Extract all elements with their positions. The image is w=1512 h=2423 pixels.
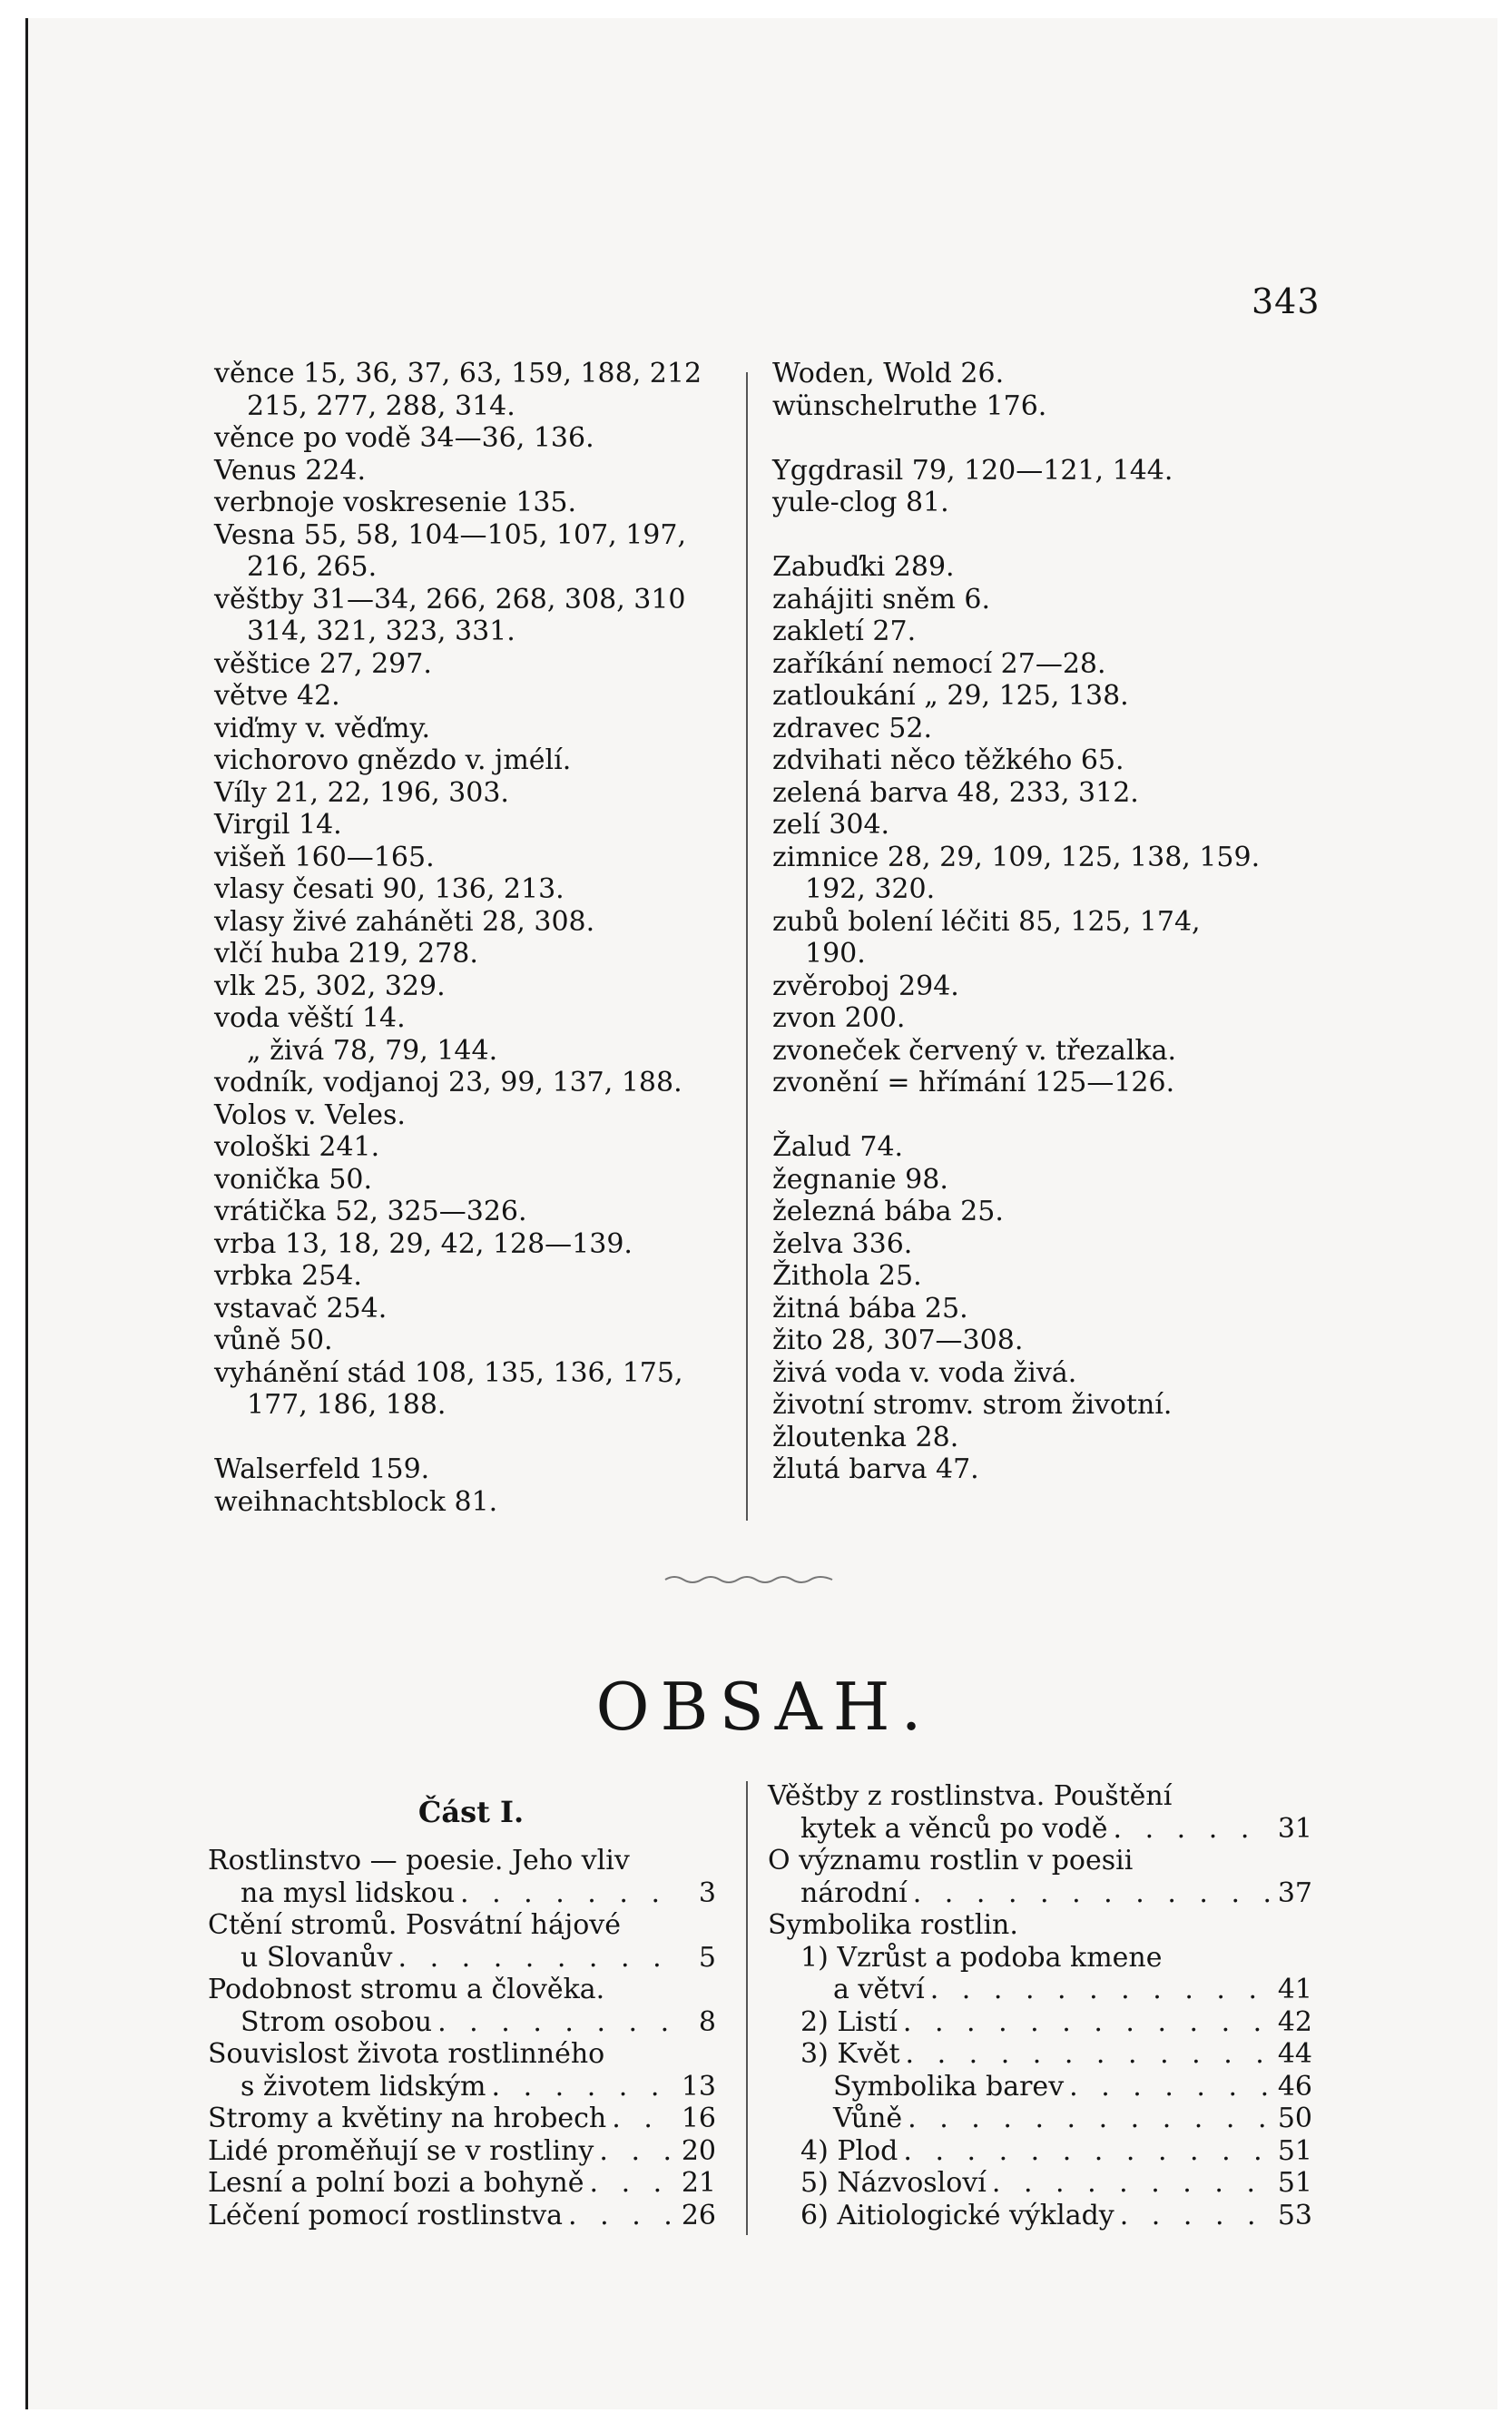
contents-entry-line (208, 2135, 716, 2168)
index-entry: 216, 265. (247, 551, 378, 583)
contents-entry-line (208, 2167, 716, 2200)
dot-leader (590, 2167, 675, 2200)
contents-entry-text: 5) Názvosloví (800, 2167, 987, 2199)
contents-entry (768, 2200, 1312, 2232)
contents-page-number: 13 (681, 2070, 716, 2103)
contents-entry-text: u Slovanův (241, 1941, 393, 1974)
index-entry: vlk 25, 302, 329. (214, 970, 446, 1002)
contents-entry (208, 2103, 716, 2135)
contents-page-number: 3 (698, 1876, 716, 1909)
index-entry: voda věští 14. (214, 1002, 406, 1034)
contents-entry (208, 2135, 716, 2168)
index-entry: Walserfeld 159. (214, 1453, 430, 1485)
index-entry: zelená barva 48, 233, 312. (772, 776, 1139, 809)
page-number: 343 (1252, 281, 1321, 321)
index-entry: životní stromv. strom životní. (772, 1389, 1173, 1421)
contents-entry (208, 2038, 716, 2103)
contents-entry-line (768, 1813, 1312, 1846)
index-entry: 314, 321, 323, 331. (247, 616, 515, 647)
contents-entry-line (208, 2103, 716, 2135)
contents-column-left (208, 1780, 716, 2231)
index-gap (772, 519, 1335, 552)
dot-leader (903, 2135, 1271, 2168)
index-entry: Žithola 25. (772, 1260, 922, 1292)
column-divider (746, 372, 748, 1521)
contents-entry-line (768, 2006, 1312, 2039)
index-entry: želva 336. (772, 1227, 913, 1260)
index-entry: zakletí 27. (772, 616, 917, 647)
contents-title: OBSAH. (595, 1669, 933, 1745)
contents-entry-text: Symbolika barev (833, 2070, 1065, 2103)
index-entry: vichorovo gnězdo v. jmélí. (214, 744, 572, 776)
index-entry: zelí 304. (772, 809, 890, 841)
contents-entry-title: 1) Vzrůst a podoba kmene (800, 1941, 1163, 1974)
index-entry: živá voda v. voda živá. (772, 1356, 1077, 1389)
contents-page-number: 53 (1277, 2199, 1312, 2231)
contents-page-number: 44 (1277, 2038, 1312, 2070)
contents-entry (768, 2071, 1312, 2103)
index-entry: weihnachtsblock 81. (214, 1485, 498, 1518)
contents-page-number: 20 (681, 2134, 716, 2167)
index-column-right (772, 358, 1335, 1486)
index-entry: zvon 200. (772, 1002, 906, 1034)
index-entry: žlutá barva 47. (772, 1453, 979, 1485)
contents-page-number: 37 (1277, 1876, 1312, 1909)
contents-entry-line (768, 2135, 1312, 2168)
index-entry: zimnice 28, 29, 109, 125, 138, 159. (772, 841, 1261, 873)
contents-entry-text: na mysl lidskou (241, 1876, 456, 1909)
contents-entry-text: 6) Aitiologické výklady (800, 2199, 1114, 2231)
index-entry: wünschelruthe 176. (772, 389, 1047, 422)
index-entry: 215, 277, 288, 314. (247, 389, 515, 422)
contents-page-number: 50 (1277, 2103, 1312, 2134)
index-gap (214, 1422, 759, 1454)
index-entry: 190. (805, 938, 866, 970)
contents-entry (768, 2006, 1312, 2039)
contents-entry-line (768, 2038, 1312, 2071)
dot-leader (930, 1974, 1271, 2006)
contents-entry-text: s životem lidským (241, 2070, 486, 2103)
index-entry: žegnanie 98. (772, 1163, 948, 1196)
index-entry: žitná bába 25. (772, 1292, 968, 1325)
index-entry: Zabuďki 289. (772, 551, 955, 583)
dot-leader (599, 2135, 674, 2168)
index-entry: zatloukání „ 29, 125, 138. (772, 680, 1129, 712)
index-entry: zahájiti sněm 6. (772, 583, 991, 616)
index-entry: vološki 241. (214, 1131, 380, 1163)
index-entry: Venus 224. (214, 454, 367, 487)
dot-leader (1069, 2071, 1271, 2103)
index-entry: věnce po vodě 34—36, 136. (214, 422, 594, 454)
contents-entry (768, 1780, 1312, 1845)
index-entry: viďmy v. věďmy. (214, 712, 430, 744)
contents-entry-text: 4) Plod (800, 2134, 898, 2167)
index-entry: zvonění = hřímání 125—126. (772, 1067, 1175, 1098)
contents-column-right (768, 1780, 1312, 2231)
index-entry: zubů bolení léčiti 85, 125, 174, (772, 905, 1201, 938)
contents-entry (768, 2167, 1312, 2200)
contents-entry-text: Lesní a polní bozi a bohyně (208, 2167, 584, 2199)
contents-entry-title: Podobnost stromu a člověka. (208, 1974, 605, 2005)
contents-page-number: 41 (1277, 1974, 1312, 2005)
dot-leader (908, 2103, 1271, 2135)
index-entry: zdravec 52. (772, 712, 932, 744)
index-entry: vůně 50. (214, 1325, 333, 1356)
contents-entry-text: a větví (833, 1974, 925, 2005)
contents-entry (208, 1845, 716, 1909)
dot-leader (906, 2038, 1271, 2071)
contents-entry-line (208, 2006, 716, 2039)
dot-leader (1114, 1813, 1271, 1846)
contents-entry-line (208, 1877, 716, 1910)
index-gap (772, 422, 1335, 455)
index-entry: vlasy živé zaháněti 28, 308. (214, 905, 595, 938)
contents-page-number: 8 (698, 2005, 716, 2038)
contents-entry (768, 2135, 1312, 2168)
contents-entry (208, 1974, 716, 2038)
index-entry: Víly 21, 22, 196, 303. (214, 776, 509, 809)
contents-page-number: 5 (698, 1941, 716, 1974)
dot-leader (460, 1877, 674, 1910)
contents-entry-title: Ctění stromů. Posvátní hájové (208, 1909, 621, 1941)
contents-entry-line (768, 2103, 1312, 2135)
contents-page-number: 26 (681, 2199, 716, 2231)
index-entry: verbnoje voskresenie 135. (214, 487, 577, 518)
index-entry: višeň 160—165. (214, 841, 435, 873)
contents-entry-title: O významu rostlin v poesii (768, 1845, 1134, 1876)
dot-leader (612, 2103, 674, 2135)
dot-leader (1120, 2200, 1271, 2232)
index-entry: yule-clog 81. (772, 487, 949, 518)
contents-entry-text: Lidé proměňují se v rostliny (208, 2134, 594, 2167)
index-entry: vstavač 254. (214, 1292, 388, 1325)
index-entry: vrba 13, 18, 29, 42, 128—139. (214, 1227, 633, 1260)
contents-entry-line (768, 2071, 1312, 2103)
index-entry: žloutenka 28. (772, 1421, 959, 1453)
index-entry: vonička 50. (214, 1163, 373, 1196)
contents-entry (768, 1942, 1312, 2006)
contents-entry (208, 2200, 716, 2232)
contents-entry (768, 1909, 1312, 1942)
contents-entry-line (208, 2071, 716, 2103)
contents-page-number: 21 (681, 2167, 716, 2199)
index-entry: vrbka 254. (214, 1260, 362, 1292)
contents-entry-text: 3) Květ (800, 2038, 900, 2070)
index-entry: vlčí huba 219, 278. (214, 938, 478, 970)
index-gap (772, 1099, 1335, 1132)
contents-page-number: 42 (1277, 2005, 1312, 2038)
index-entry: větve 42. (214, 680, 340, 712)
index-entry: zdvihati něco těžkého 65. (772, 744, 1124, 776)
part-heading: Část I. (417, 1795, 525, 1829)
index-entry: vyhánění stád 108, 135, 136, 175, (214, 1356, 683, 1389)
contents-entry (768, 2038, 1312, 2071)
index-entry: Woden, Wold 26. (772, 358, 1005, 389)
index-entry: Volos v. Veles. (214, 1098, 406, 1131)
dot-leader (992, 2167, 1271, 2200)
contents-entry-line (768, 1877, 1312, 1910)
contents-page-number: 16 (681, 2103, 716, 2134)
index-entry: Vesna 55, 58, 104—105, 107, 197, (214, 518, 687, 551)
contents-page-number: 46 (1277, 2070, 1312, 2103)
index-entry: Virgil 14. (214, 809, 342, 841)
index-entry: vrátička 52, 325—326. (214, 1196, 527, 1227)
dot-leader (903, 2006, 1271, 2039)
index-entry: železná bába 25. (772, 1196, 1004, 1227)
ornament-divider (663, 1572, 836, 1585)
contents-entry (768, 2103, 1312, 2135)
contents-entry-text: kytek a věnců po vodě (800, 1812, 1108, 1845)
index-entry: žito 28, 307—308. (772, 1325, 1024, 1356)
contents-entry-line (768, 1974, 1312, 2006)
index-entry: vlasy česati 90, 136, 213. (214, 873, 565, 905)
contents-entry-text: národní (800, 1876, 908, 1909)
contents-entry-line (208, 1942, 716, 1975)
index-entry: vodník, vodjanoj 23, 99, 137, 188. (214, 1067, 682, 1098)
dot-leader (913, 1877, 1271, 1910)
index-entry: zvoneček červený v. třezalka. (772, 1034, 1177, 1067)
contents-entry-text: Vůně (833, 2103, 903, 2134)
index-entry: zvěroboj 294. (772, 970, 959, 1002)
contents-entry (208, 1909, 716, 1974)
contents-entry-line (768, 2167, 1312, 2200)
index-entry: „ živá 78, 79, 144. (247, 1034, 498, 1067)
contents-entry-title: Souvislost života rostlinného (208, 2038, 605, 2070)
index-entry: Žalud 74. (772, 1131, 904, 1163)
contents-entry-text: Stromy a květiny na hrobech (208, 2103, 607, 2134)
index-entry: věštby 31—34, 266, 268, 308, 310 (214, 583, 686, 616)
contents-page-number: 31 (1277, 1812, 1312, 1845)
contents-entry-text: Léčení pomocí rostlinstva (208, 2199, 564, 2231)
dot-leader (492, 2071, 675, 2103)
contents-entry-text: Strom osobou (241, 2005, 433, 2038)
index-entry: věnce 15, 36, 37, 63, 159, 188, 212 (214, 358, 702, 389)
index-column-left (214, 358, 759, 1518)
contents-entry (768, 1845, 1312, 1909)
contents-entry-title: Symbolika rostlin. (768, 1909, 1018, 1941)
contents-entry-text: 2) Listí (800, 2005, 898, 2038)
contents-page-number: 51 (1277, 2134, 1312, 2167)
book-page (25, 18, 1497, 2409)
contents-entry-title: Rostlinstvo — poesie. Jeho vliv (208, 1845, 630, 1876)
index-entry: Yggdrasil 79, 120—121, 144. (772, 454, 1173, 487)
contents-entry-line (208, 2200, 716, 2232)
contents-entry-title: Věštby z rostlinstva. Pouštění (768, 1780, 1173, 1812)
dot-leader (437, 2006, 674, 2039)
dot-leader (568, 2200, 674, 2232)
contents-entry-line (768, 2200, 1312, 2232)
index-entry: zaříkání nemocí 27—28. (772, 647, 1106, 680)
contents-entry (208, 2167, 716, 2200)
contents-divider (746, 1781, 748, 2235)
contents-page-number: 51 (1277, 2167, 1312, 2199)
index-entry: 192, 320. (805, 873, 936, 905)
dot-leader (398, 1942, 675, 1975)
index-entry: věštice 27, 297. (214, 647, 432, 680)
index-entry: 177, 186, 188. (247, 1389, 447, 1421)
